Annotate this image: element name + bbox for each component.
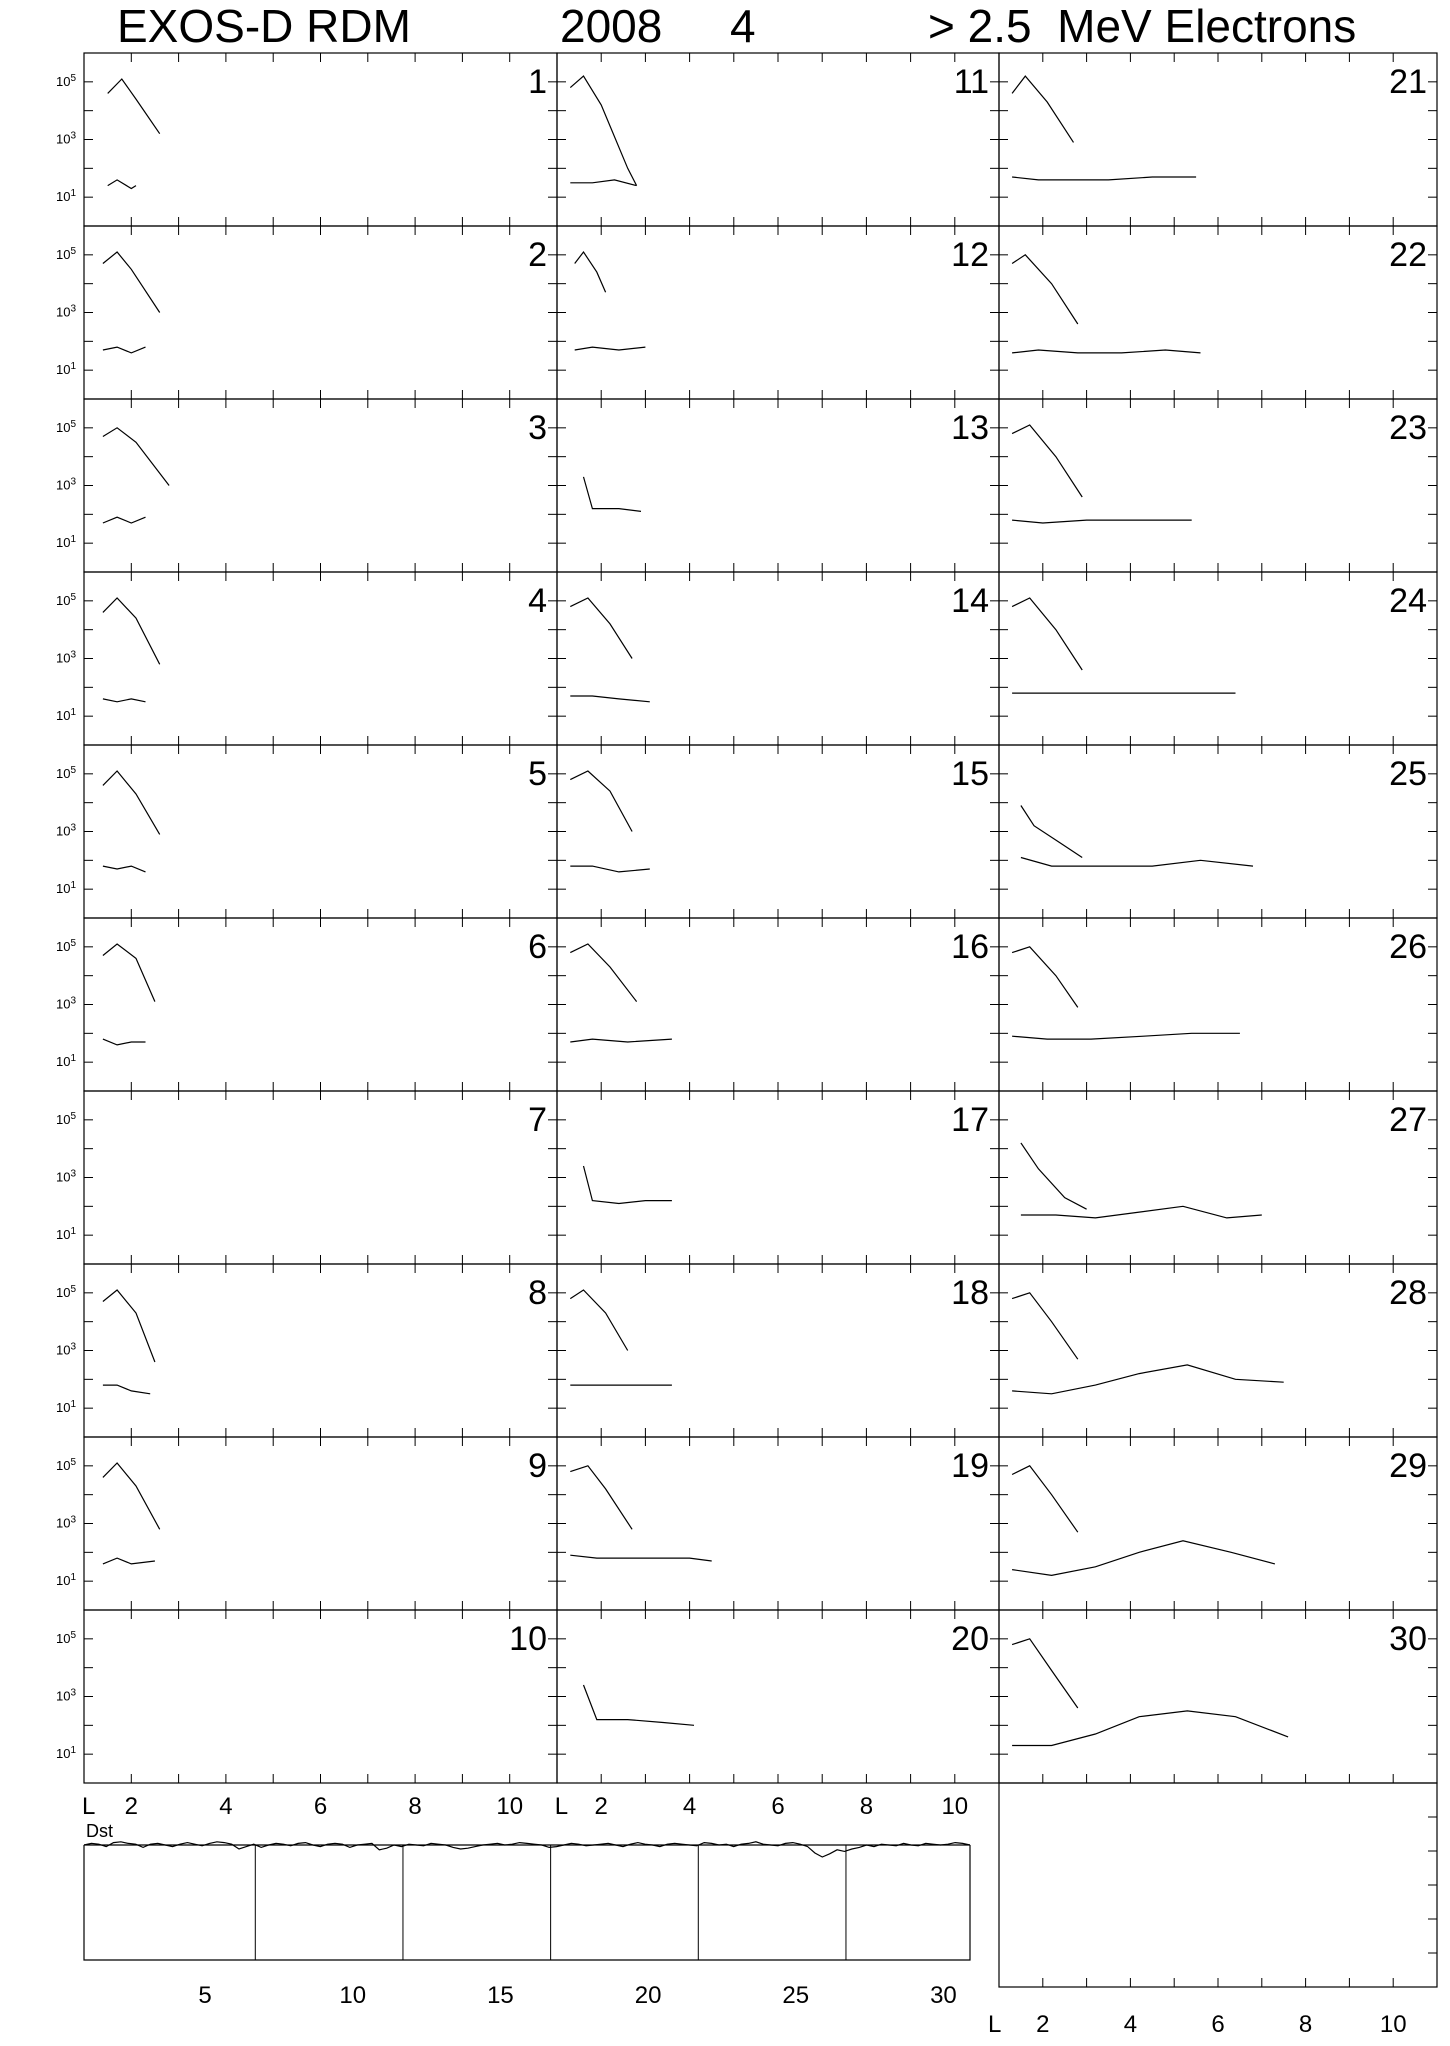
flux-curve (103, 428, 169, 486)
dst-frame (84, 1845, 970, 1960)
day-panel (56, 399, 557, 572)
flux-curve (1012, 1293, 1078, 1359)
flux-curve (570, 1555, 711, 1561)
panel-frame (84, 53, 557, 226)
x-tick-label: L (554, 1793, 569, 1820)
panel-frame (557, 1610, 999, 1783)
day-panel (557, 918, 999, 1091)
flux-curve (103, 1039, 146, 1045)
y-tick-label (56, 823, 76, 839)
instrument-title: EXOS-D RDM (117, 0, 411, 52)
day-number: 24 (1389, 582, 1427, 620)
flux-curve (1012, 177, 1196, 180)
x-tick-label: 2 (1036, 2011, 1050, 2038)
day-number: 25 (1389, 755, 1427, 793)
flux-curve (1012, 520, 1192, 523)
flux-curve (1012, 1365, 1284, 1394)
y-tick-exp: 3 (70, 130, 76, 142)
y-tick-label (56, 938, 76, 954)
y-tick-base: 10 (55, 246, 71, 262)
y-tick-base: 10 (55, 189, 71, 205)
y-tick-exp: 3 (70, 303, 76, 315)
day-number: 22 (1389, 236, 1427, 274)
y-tick-exp: 1 (70, 1399, 76, 1411)
panel-frame (84, 226, 557, 399)
day-panel (56, 572, 557, 745)
day-number: 11 (953, 63, 989, 101)
y-tick-base: 10 (55, 1515, 71, 1531)
flux-curve (1012, 1639, 1078, 1708)
flux-curve (103, 771, 160, 834)
chart-header (117, 0, 1356, 52)
x-tick-label: 4 (1123, 2011, 1138, 2038)
panel-frame (557, 53, 999, 226)
x-tick-label: L (987, 2011, 1002, 2038)
flux-curve (1012, 255, 1078, 324)
dst-x-tick-label: 5 (198, 1982, 212, 2009)
flux-curve (103, 1385, 150, 1394)
y-tick-label (56, 1399, 76, 1415)
flux-curve (1012, 947, 1078, 1008)
panel-frame (84, 1610, 557, 1783)
day-panel (56, 918, 557, 1091)
dst-curve (84, 1842, 970, 1857)
flux-curve (103, 598, 160, 664)
day-panel (56, 1610, 557, 1783)
y-tick-base: 10 (55, 1169, 71, 1185)
y-tick-label (56, 1457, 76, 1473)
y-tick-base: 10 (55, 1227, 71, 1243)
day-number: 4 (528, 582, 547, 620)
flux-curve (570, 771, 632, 832)
panel-frame (557, 1091, 999, 1264)
y-tick-label (56, 361, 76, 377)
day-panel (557, 226, 999, 399)
y-tick-label (56, 1630, 76, 1646)
flux-curve (570, 944, 636, 1002)
x-tick-label: 10 (941, 1793, 969, 1820)
panel-frame (557, 399, 999, 572)
x-tick-label: 10 (1379, 2011, 1407, 2038)
y-tick-label (56, 131, 76, 147)
day-number: 30 (1389, 1620, 1427, 1658)
y-tick-exp: 3 (70, 1168, 76, 1180)
y-tick-exp: 5 (70, 72, 76, 84)
y-tick-base: 10 (55, 823, 71, 839)
flux-curve (1021, 1206, 1262, 1218)
y-tick-label (56, 996, 76, 1012)
flux-curve (570, 76, 636, 186)
y-tick-label (56, 1111, 76, 1127)
y-tick-base: 10 (55, 1688, 71, 1704)
flux-curve (103, 1463, 160, 1529)
panel-frame (999, 1091, 1437, 1264)
day-number: 18 (951, 1274, 989, 1312)
day-panel (999, 399, 1437, 572)
flux-curve (1012, 1466, 1078, 1532)
y-tick-label (56, 534, 76, 550)
flux-curve (570, 180, 636, 186)
y-tick-base: 10 (55, 1284, 71, 1300)
y-tick-base: 10 (55, 1054, 71, 1070)
y-tick-base: 10 (55, 592, 71, 608)
panel-frame (999, 226, 1437, 399)
y-tick-base: 10 (55, 650, 71, 666)
day-panel (56, 1437, 557, 1610)
day-panels-grid (56, 53, 1437, 1783)
y-tick-base: 10 (55, 1111, 71, 1127)
panel-frame (557, 1264, 999, 1437)
panel-frame (999, 918, 1437, 1091)
y-tick-label (56, 765, 76, 781)
y-tick-label (56, 707, 76, 723)
empty-panel-frame (999, 1783, 1437, 1987)
y-tick-label (56, 1053, 76, 1069)
y-tick-base: 10 (55, 708, 71, 724)
flux-curve (103, 347, 146, 353)
y-tick-exp: 1 (70, 361, 76, 373)
day-number: 19 (951, 1447, 989, 1485)
day-number: 20 (951, 1620, 989, 1658)
day-panel (999, 1610, 1437, 1783)
y-tick-base: 10 (55, 131, 71, 147)
flux-curve (1012, 76, 1073, 142)
flux-curve (103, 252, 160, 313)
y-tick-label (56, 592, 76, 608)
day-number: 5 (528, 755, 547, 793)
day-number: 7 (528, 1101, 547, 1139)
day-panel (56, 226, 557, 399)
y-tick-exp: 3 (70, 476, 76, 488)
flux-curve (570, 696, 650, 702)
y-tick-label (56, 1169, 76, 1185)
l-axis-labels (82, 1793, 968, 1820)
dst-x-tick-label: 20 (634, 1982, 662, 2009)
day-number: 28 (1389, 1274, 1427, 1312)
y-tick-exp: 1 (70, 1745, 76, 1757)
x-tick-label: 10 (496, 1793, 524, 1820)
x-tick-label: L (82, 1793, 96, 1820)
y-tick-exp: 5 (70, 591, 76, 603)
day-number: 16 (951, 928, 989, 966)
y-tick-label (56, 477, 76, 493)
panel-frame (84, 1437, 557, 1610)
day-panel (999, 1437, 1437, 1610)
flux-curve (103, 1290, 155, 1362)
y-tick-exp: 3 (70, 1687, 76, 1699)
day-number: 6 (528, 928, 547, 966)
y-tick-base: 10 (55, 477, 71, 493)
y-tick-base: 10 (55, 765, 71, 781)
flux-curve (575, 252, 606, 292)
panel-frame (999, 572, 1437, 745)
panel-frame (999, 1610, 1437, 1783)
x-tick-label: 8 (1298, 2011, 1313, 2038)
day-number: 3 (528, 409, 547, 447)
x-tick-label: 4 (219, 1793, 233, 1820)
day-number: 17 (951, 1101, 989, 1139)
y-tick-exp: 3 (70, 649, 76, 661)
panel-frame (84, 1091, 557, 1264)
y-tick-exp: 3 (70, 822, 76, 834)
dst-x-tick-label: 25 (782, 1982, 810, 2009)
day-number: 15 (951, 755, 989, 793)
day-panel (557, 399, 999, 572)
month-label: 4 (730, 0, 756, 52)
day-panel (999, 1091, 1437, 1264)
x-tick-label: 6 (1211, 2011, 1225, 2038)
panel-frame (557, 918, 999, 1091)
day-panel (999, 745, 1437, 918)
day-number: 1 (528, 63, 547, 101)
day-number: 23 (1389, 409, 1427, 447)
x-tick-label: 2 (594, 1793, 608, 1820)
flux-curve (584, 1685, 695, 1725)
day-panel (557, 1091, 999, 1264)
panel-frame (84, 745, 557, 918)
day-panel (557, 1437, 999, 1610)
day-number: 10 (509, 1620, 547, 1658)
y-tick-label (56, 650, 76, 666)
y-tick-base: 10 (55, 881, 71, 897)
y-tick-base: 10 (55, 73, 71, 89)
flux-curve (1012, 598, 1082, 670)
y-tick-exp: 1 (70, 534, 76, 546)
day-panel (557, 572, 999, 745)
y-tick-exp: 5 (70, 1110, 76, 1122)
flux-curve (1021, 806, 1082, 858)
dst-panel (84, 1821, 970, 2009)
day-number: 8 (528, 1274, 547, 1312)
dst-label: Dst (86, 1821, 113, 1841)
y-tick-label (56, 1226, 76, 1242)
year-label: 2008 (560, 0, 663, 52)
day-panel (56, 745, 557, 918)
y-tick-label (56, 304, 76, 320)
x-tick-label: 8 (859, 1793, 874, 1820)
flux-curve (103, 866, 146, 872)
y-tick-label (56, 73, 76, 89)
day-panel (999, 1264, 1437, 1437)
panel-frame (84, 572, 557, 745)
day-number: 2 (528, 236, 547, 274)
day-panel (999, 918, 1437, 1091)
y-tick-base: 10 (55, 1573, 71, 1589)
panel-frame (999, 1437, 1437, 1610)
y-tick-exp: 5 (70, 1456, 76, 1468)
y-tick-exp: 5 (70, 1283, 76, 1295)
flux-curve (1012, 350, 1200, 353)
y-tick-exp: 5 (70, 1629, 76, 1641)
day-panel (56, 1091, 557, 1264)
y-tick-label (56, 246, 76, 262)
y-tick-label (56, 1745, 76, 1761)
y-tick-label (56, 1688, 76, 1704)
x-tick-label: 6 (771, 1793, 785, 1820)
y-tick-label (56, 1572, 76, 1588)
flux-curve (1021, 858, 1253, 867)
flux-curve (1012, 1541, 1275, 1576)
day-panel (557, 1610, 999, 1783)
panel-frame (999, 399, 1437, 572)
y-tick-exp: 3 (70, 1514, 76, 1526)
day-panel (557, 53, 999, 226)
y-tick-base: 10 (55, 1342, 71, 1358)
y-tick-label (56, 419, 76, 435)
flux-curve (570, 866, 650, 872)
y-tick-exp: 1 (70, 1572, 76, 1584)
y-tick-label (56, 1342, 76, 1358)
x-tick-label: 8 (408, 1793, 422, 1820)
panel-frame (999, 53, 1437, 226)
flux-curve (103, 699, 146, 702)
dst-x-tick-label: 15 (487, 1982, 514, 2009)
panel-frame (557, 572, 999, 745)
y-tick-exp: 5 (70, 937, 76, 949)
dst-x-tick-label: 30 (930, 1982, 957, 2009)
flux-curve (584, 1166, 672, 1204)
y-tick-base: 10 (55, 419, 71, 435)
day-panel (56, 1264, 557, 1437)
y-tick-exp: 3 (70, 1341, 76, 1353)
x-tick-label: 6 (313, 1793, 328, 1820)
flux-curve (584, 477, 642, 512)
day-panel (999, 53, 1437, 226)
day-number: 26 (1389, 928, 1427, 966)
y-tick-exp: 5 (70, 418, 76, 430)
panel-frame (999, 1264, 1437, 1437)
panel-frame (84, 399, 557, 572)
panel-frame (557, 1437, 999, 1610)
y-tick-base: 10 (55, 304, 71, 320)
day-number: 12 (951, 236, 989, 274)
y-tick-exp: 5 (70, 245, 76, 257)
empty-panel (988, 1783, 1437, 2038)
species-label: > 2.5 MeV Electrons (928, 0, 1357, 52)
y-tick-exp: 1 (70, 880, 76, 892)
flux-curve (1012, 425, 1082, 497)
y-tick-base: 10 (55, 1400, 71, 1416)
y-tick-label (56, 880, 76, 896)
y-tick-exp: 1 (70, 188, 76, 200)
x-tick-label: 2 (124, 1793, 138, 1820)
flux-curve (575, 347, 646, 350)
day-number: 14 (951, 582, 989, 620)
dst-x-tick-label: 10 (339, 1982, 367, 2009)
day-panel (557, 1264, 999, 1437)
y-tick-base: 10 (55, 938, 71, 954)
flux-curve (570, 1039, 672, 1042)
day-number: 27 (1389, 1101, 1427, 1139)
y-tick-exp: 3 (70, 995, 76, 1007)
panel-frame (84, 1264, 557, 1437)
flux-curve (1012, 1711, 1288, 1746)
y-tick-base: 10 (55, 362, 71, 378)
flux-curve (570, 1466, 632, 1530)
day-panel (999, 226, 1437, 399)
flux-curve (108, 79, 160, 134)
day-number: 13 (951, 409, 989, 447)
y-tick-label (56, 1515, 76, 1531)
day-number: 9 (528, 1447, 547, 1485)
flux-curve (103, 517, 146, 523)
y-tick-exp: 1 (70, 1226, 76, 1238)
y-tick-exp: 1 (70, 1053, 76, 1065)
panel-frame (557, 745, 999, 918)
day-number: 29 (1389, 1447, 1427, 1485)
y-tick-base: 10 (55, 1630, 71, 1646)
y-tick-exp: 1 (70, 707, 76, 719)
flux-curve (1012, 1033, 1240, 1039)
day-panel (557, 745, 999, 918)
day-panel (999, 572, 1437, 745)
day-panel (56, 53, 557, 226)
panel-frame (999, 745, 1437, 918)
flux-curve (103, 944, 155, 1002)
panel-frame (84, 918, 557, 1091)
panel-frame (557, 226, 999, 399)
flux-curve (103, 1558, 155, 1564)
y-tick-exp: 5 (70, 764, 76, 776)
flux-curve (570, 598, 632, 659)
flux-curve (570, 1290, 627, 1351)
y-tick-label (56, 1284, 76, 1300)
flux-curve (1021, 1143, 1087, 1209)
y-tick-base: 10 (55, 535, 71, 551)
y-tick-base: 10 (55, 1746, 71, 1762)
day-number: 21 (1389, 63, 1427, 101)
y-tick-label (56, 188, 76, 204)
x-tick-label: 4 (682, 1793, 697, 1820)
flux-curve (108, 180, 136, 189)
y-tick-base: 10 (55, 996, 71, 1012)
y-tick-base: 10 (55, 1457, 71, 1473)
